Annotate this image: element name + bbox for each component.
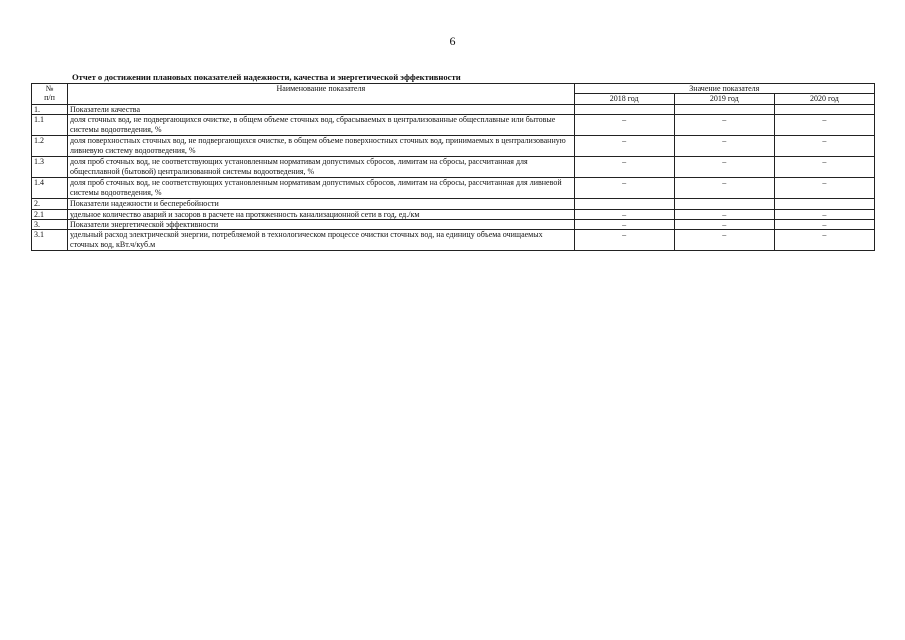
- row-value-2019: –: [674, 115, 774, 136]
- row-value-2018: –: [574, 115, 674, 136]
- table-row: [32, 230, 875, 251]
- row-num: 1.: [32, 104, 68, 114]
- page-number: 6: [449, 34, 456, 48]
- row-value-2020: –: [774, 178, 874, 199]
- row-value-2020: –: [774, 230, 874, 251]
- row-value-2019: –: [674, 209, 774, 219]
- row-name: доля проб сточных вод, не соответствующих установленным нормативам допустимых сбросов, лимитам на сбросы, рассчитанная для ливневой системы водоотведения, %: [68, 178, 575, 199]
- row-name: Показатели надежности и бесперебойности: [68, 199, 575, 209]
- row-num: 1.2: [32, 136, 68, 157]
- row-value-2019: –: [674, 157, 774, 178]
- row-value-2020: –: [774, 115, 874, 136]
- table-row: [32, 157, 875, 178]
- row-value-2020: –: [774, 220, 874, 230]
- table-row: [32, 220, 875, 230]
- row-value-2018: –: [574, 230, 674, 251]
- row-value-2020: –: [774, 209, 874, 219]
- row-name: Показатели энергетической эффективности: [68, 220, 575, 230]
- header-value-group: Значение показателя: [574, 84, 874, 94]
- row-name: удельное количество аварий и засоров в расчете на протяженность канализационной сети в год, ед./км: [68, 209, 575, 219]
- row-num: 2.1: [32, 209, 68, 219]
- row-value-2020: –: [774, 136, 874, 157]
- row-num: 1.3: [32, 157, 68, 178]
- row-value-2020: [774, 104, 874, 114]
- row-value-2018: –: [574, 209, 674, 219]
- header-num-symbol: №: [45, 84, 54, 93]
- row-name: доля поверхностных сточных вод, не подвергающихся очистке, в общем объеме поверхностных сточных вод, принимаемых в централизованную ливневую систему водоотведения, %: [68, 136, 575, 157]
- header-num-abbr: п/п: [44, 93, 55, 103]
- row-name: удельный расход электрической энергии, потребляемой в технологическом процессе очистки сточных вод, на единицу объема очищаемых сточных вод, кВт.ч/куб.м: [68, 230, 575, 251]
- report-table: [31, 83, 875, 251]
- row-num: 3.: [32, 220, 68, 230]
- header-num: [32, 84, 68, 105]
- row-value-2019: –: [674, 136, 774, 157]
- row-value-2018: –: [574, 220, 674, 230]
- header-name: Наименование показателя: [68, 84, 575, 105]
- table-row: [32, 199, 875, 209]
- row-value-2019: –: [674, 220, 774, 230]
- row-value-2018: –: [574, 178, 674, 199]
- row-num: 3.1: [32, 230, 68, 251]
- table-row: [32, 115, 875, 136]
- header-year-2019: 2019 год: [674, 94, 774, 104]
- row-num: 1.1: [32, 115, 68, 136]
- row-value-2018: [574, 199, 674, 209]
- table-row: [32, 209, 875, 219]
- row-value-2019: –: [674, 230, 774, 251]
- table-row: [32, 104, 875, 114]
- row-name: доля сточных вод, не подвергающихся очистке, в общем объеме сточных вод, сбрасываемых в централизованные общесплавные или бытовые системы водоотведения, %: [68, 115, 575, 136]
- row-value-2018: [574, 104, 674, 114]
- report-title: Отчет о достижении плановых показателей надежности, качества и энергетической эффективности: [72, 72, 461, 82]
- row-value-2018: –: [574, 157, 674, 178]
- row-name: доля проб сточных вод, не соответствующих установленным нормативам допустимых сбросов, лимитам на сбросы, рассчитанная для общесплавной (бытовой) централизованной системы водоотведения, %: [68, 157, 575, 178]
- row-value-2020: [774, 199, 874, 209]
- row-value-2019: [674, 199, 774, 209]
- row-value-2019: –: [674, 178, 774, 199]
- row-num: 2.: [32, 199, 68, 209]
- table-row: [32, 178, 875, 199]
- row-num: 1.4: [32, 178, 68, 199]
- row-value-2020: –: [774, 157, 874, 178]
- header-year-2018: 2018 год: [574, 94, 674, 104]
- table-row: [32, 136, 875, 157]
- row-value-2019: [674, 104, 774, 114]
- row-value-2018: –: [574, 136, 674, 157]
- row-name: Показатели качества: [68, 104, 575, 114]
- header-year-2020: 2020 год: [774, 94, 874, 104]
